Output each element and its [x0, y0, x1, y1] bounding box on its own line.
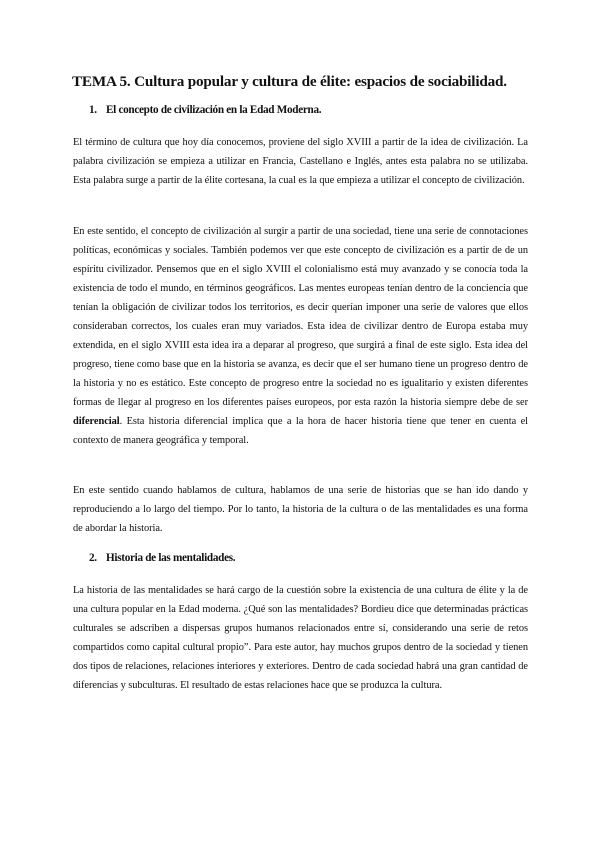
bold-term: diferencial	[73, 416, 120, 427]
paragraph-culture: En este sentido cuando hablamos de cultura, hablamos de una serie de historias que se han ido dando y reproduciendo a lo largo del tiempo. Por lo tanto, la historia de la cultura o de las mentalidades es una forma de abordar la historia.	[73, 485, 528, 534]
section-number: 1.	[89, 104, 97, 116]
page-title: TEMA 5. Cultura popular y cultura de élite: espacios de sociabilidad.	[72, 73, 507, 90]
paragraph-text: En este sentido, el concepto de civilización al surgir a partir de una sociedad, tiene una serie de connotaciones políticas, económicas y sociales. También podemos ver que este concepto de civilización es a partir de de un espíritu civilizador. Pensemos que en el siglo XVIII el colonialismo está muy avanzado y se conocía toda la existencia de todo el mundo, en términos geográficos. Las mentes europeas tenían dentro de la conciencia que tenían la obligación de civilizar todos los territorios, es decir querían imponer una serie de valores que ellos consideraban correctos, los cuales eran muy variados. Esta idea de civilizar dentro de Europa estaba muy extendida, en el siglo XVIII esta idea ira a deparar al progreso, que surgirá a final de este siglo. Esta idea del progreso, tiene como base que en la historia se avanza, es decir que el ser humano tiene un progreso dentro de la historia y no es estático. Este concepto de progreso entre la sociedad no es igualitario y existen diferentes formas de llegar al progreso en los diferentes países europeos, por esta razón la historia siempre debe de ser	[73, 226, 528, 408]
section-title: El concepto de civilización en la Edad Moderna.	[106, 104, 322, 116]
paragraph-text: . Esta historia diferencial implica que a la hora de hacer historia tiene que tener en cuenta el contexto de manera geográfica y temporal.	[73, 416, 528, 446]
section-heading-1	[89, 104, 321, 116]
section-heading-2	[89, 552, 235, 564]
paragraph-mentalities: La historia de las mentalidades se hará cargo de la cuestión sobre la existencia de una cultura de élite y la de una cultura popular en la Edad moderna. ¿Qué son las mentalidades? Bordieu dice que determinadas prácticas culturales se adscriben a dispersas grupos humanos relacionados entre sí, considerando una serie de retos compartidos como capital cultural propio”. Para este autor, hay muchos grupos dentro de la sociedad y tienen dos tipos de relaciones, relaciones interiores y exteriores. Dentro de cada sociedad habrá una gran cantidad de diferencias y subculturas. El resultado de estas relaciones hace que se produzca la cultura.	[73, 585, 528, 691]
section-title: Historia de las mentalidades.	[106, 552, 236, 564]
paragraph-civilization	[73, 222, 528, 450]
section-number: 2.	[89, 552, 97, 564]
paragraph-intro: El término de cultura que hoy día conocemos, proviene del siglo XVIII a partir de la idea de civilización. La palabra civilización se empieza a utilizar en Francia, Castellano e Inglés, antes esta palabra no se utilizaba. Esta palabra surge a partir de la élite cortesana, la cual es la que empieza a utilizar el concepto de civilización.	[73, 137, 528, 186]
